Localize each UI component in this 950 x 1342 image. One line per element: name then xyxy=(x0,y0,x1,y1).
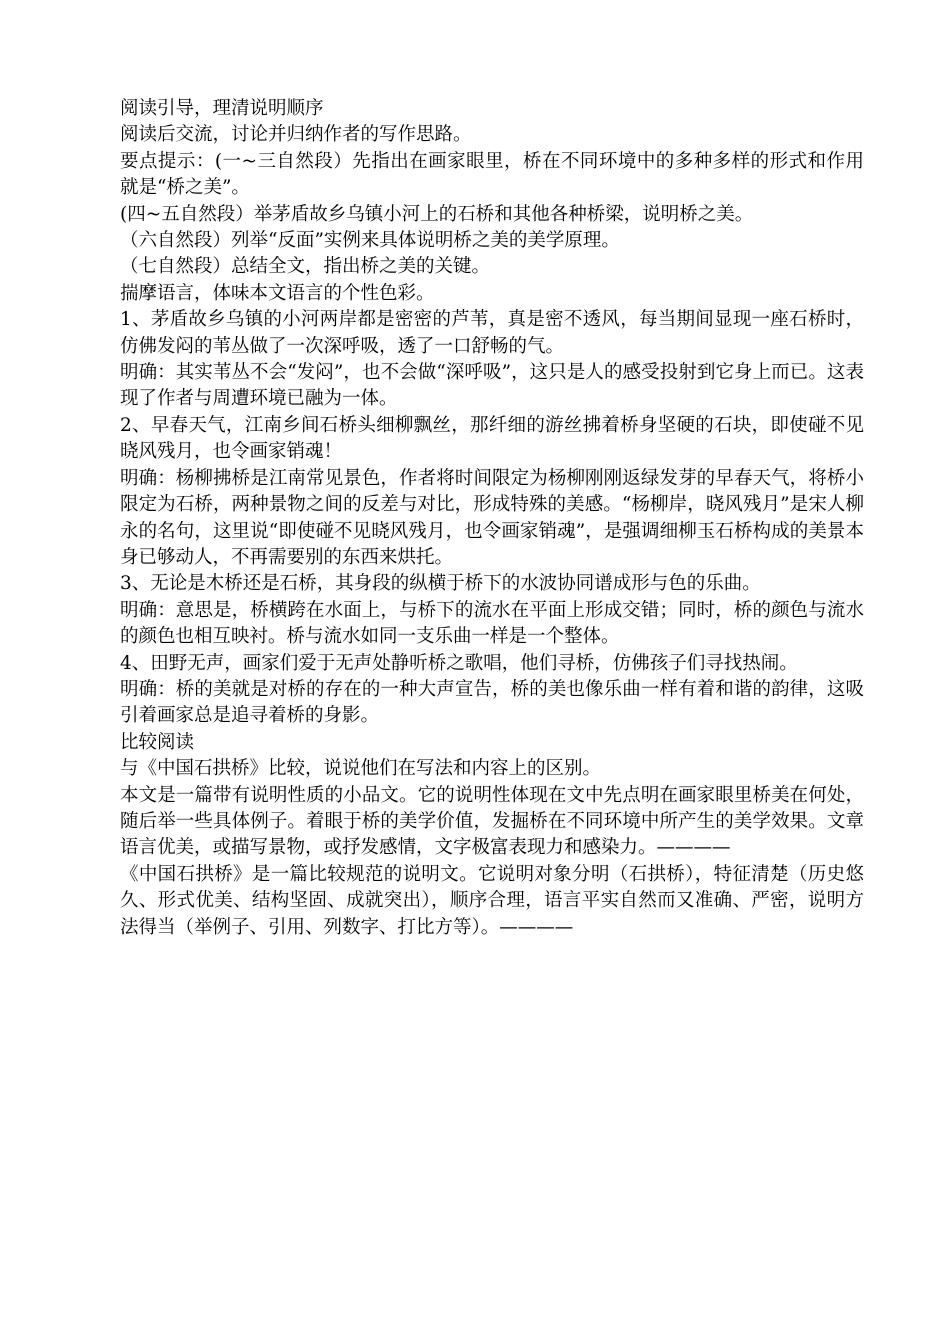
paragraph: 阅读后交流，讨论并归纳作者的写作思路。 xyxy=(120,124,472,146)
paragraph: 明确：意思是，桥横跨在水面上，与桥下的流水在平面上形成交错；同时，桥的颜色与流水的颜色也相互映衬。桥与流水如同一支乐曲一样是一个整体。 xyxy=(120,599,864,648)
section-heading-reading-guide: 阅读引导，理清说明顺序 xyxy=(120,98,324,119)
paragraph: (四~五自然段）举茅盾故乡乌镇小河上的石桥和其他各种桥梁，说明桥之美。 xyxy=(120,203,754,225)
section-heading-language: 揣摩语言，体味本文语言的个性色彩。 xyxy=(120,282,435,304)
section-heading-comparison: 比较阅读 xyxy=(120,731,195,753)
paragraph: 明确：其实苇丛不会“发闷”，也不会做“深呼吸”，这只是人的感受投射到它身上而已。这表现了作者与周遭环境已融为一体。 xyxy=(120,362,864,410)
paragraph: 本文是一篇带有说明性质的小品文。它的说明性体现在文中先点明在画家眼里桥美在何处，随后举一些具体例子。着眼于桥的美学价值，发掘桥在不同环境中所产生的美学效果。文章语言优美，或描写景物，或抒发感情，文字极富表现力和感染力。———— xyxy=(120,784,864,859)
paragraph: 2、早春天气，江南乡间石桥头细柳飘丝，那纤细的游丝拂着桥身坚硬的石块，即使碰不见晓风残月，也令画家销魂！ xyxy=(120,414,864,463)
paragraph: 3、无论是木桥还是石桥，其身段的纵横于桥下的水波协同谱成形与色的乐曲。 xyxy=(120,573,761,595)
paragraph: 与《中国石拱桥》比较，说说他们在写法和内容上的区别。 xyxy=(120,758,602,780)
paragraph: （六自然段）列举“反面”实例来具体说明桥之美的美学原理。 xyxy=(120,230,620,252)
paragraph: 要点提示：(一~三自然段）先指出在画家眼里，桥在不同环境中的多种多样的形式和作用就是“桥之美”。 xyxy=(120,150,864,199)
paragraph: 明确：杨柳拂桥是江南常见景色，作者将时间限定为杨柳刚刚返绿发芽的早春天气，将桥小限定为石桥，两种景物之间的反差与对比，形成特殊的美感。“杨柳岸，晓风残月”是宋人柳永的名句，这里说“即使碰不见晓风残月，也令画家销魂”，是强调细柳玉石桥构成的美景本身已够动人，不再需要别的东西来烘托。 xyxy=(120,467,864,568)
paragraph: 明确：桥的美就是对桥的存在的一种大声宣告，桥的美也像乐曲一样有着和谐的韵律，这吸引着画家总是追寻着桥的身影。 xyxy=(120,678,864,727)
paragraph: 1、茅盾故乡乌镇的小河两岸都是密密的芦苇，真是密不透风，每当期间显现一座石桥时，仿佛发闷的苇丛做了一次深呼吸，透了一口舒畅的气。 xyxy=(120,309,864,357)
paragraph: 4、田野无声，画家们爱于无声处静听桥之歌唱，他们寻桥，仿佛孩子们寻找热闹。 xyxy=(120,652,798,674)
paragraph: 《中国石拱桥》是一篇比较规范的说明文。它说明对象分明（石拱桥），特征清楚（历史悠久、形式优美、结构坚固、成就突出），顺序合理，语言平实自然而又准确、严密，说明方法得当（举例子、引用、列数字、打比方等）。———— xyxy=(120,863,864,938)
document-body xyxy=(120,96,864,941)
paragraph: （七自然段）总结全文，指出桥之美的关键。 xyxy=(120,256,491,278)
